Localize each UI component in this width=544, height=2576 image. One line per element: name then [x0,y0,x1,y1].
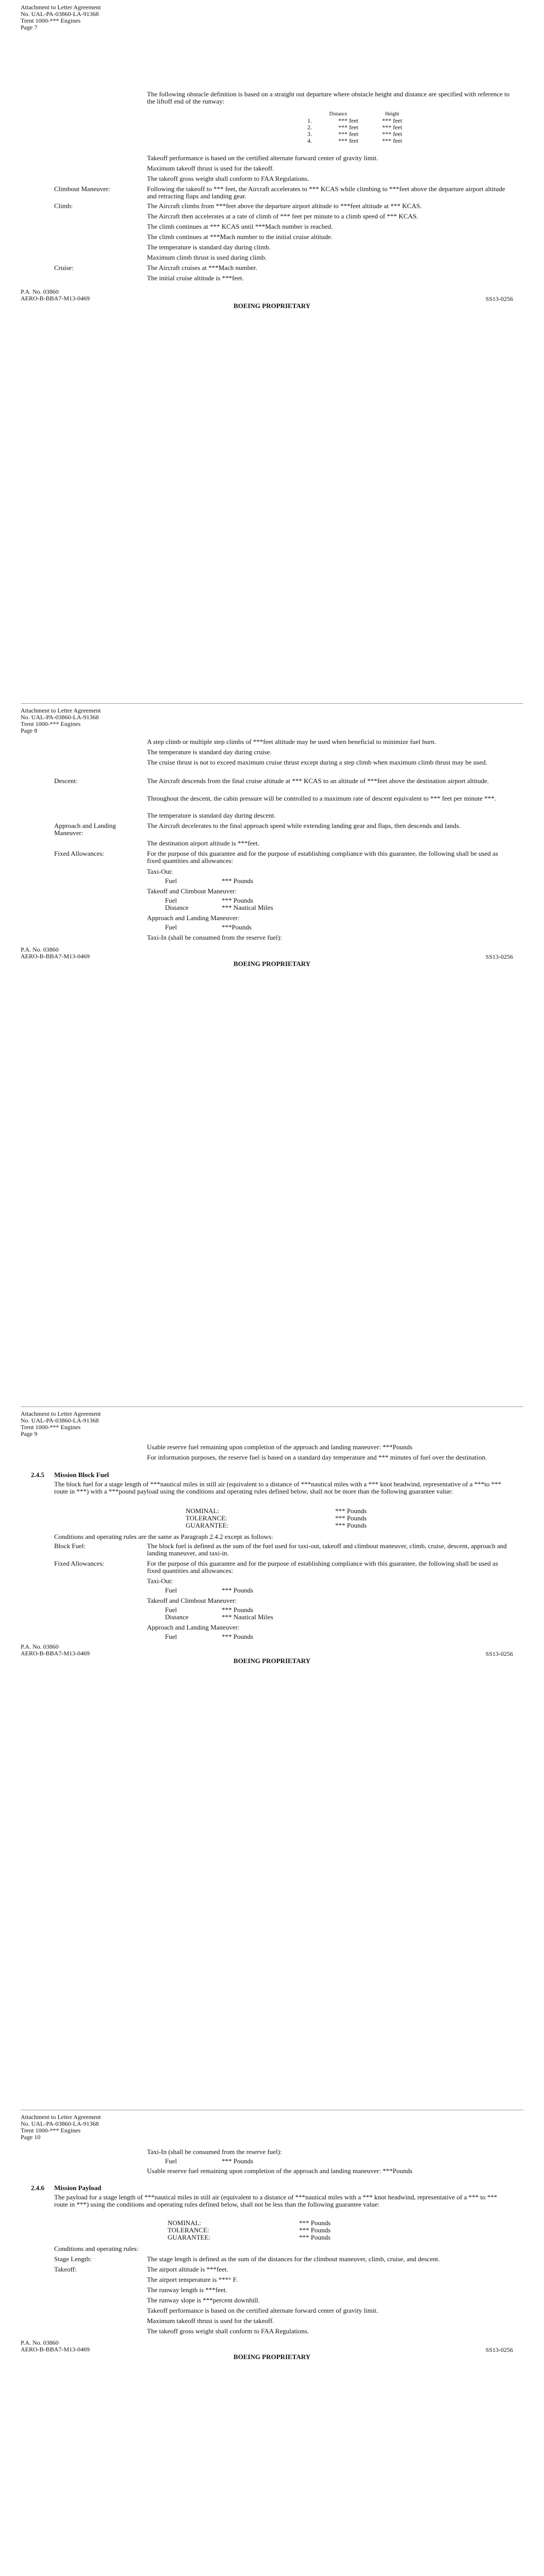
taxi-out-label: Taxi-Out: [147,1577,173,1585]
approach-landing-label: Approach and Landing Maneuver: [147,1623,240,1631]
page-number: Page 9 [21,1430,38,1437]
paragraph: For the purpose of this guarantee and for the purpose of establishing compliance with this guarantee, the following shall be used as fixed quantities and allowances: [147,1560,498,1574]
paragraph: The payload for a stage length of ***nautical miles in still air (equivalent to a distance of ***nautical miles with a *** knot headwind, representative of a *** to *** route in ***) using the conditions and operating rules defined below, shall not be less than the following guarantee value: [54,2193,498,2208]
section-heading: 2.4.5 Mission Block Fuel [31,1471,109,1479]
table-row: 3. *** feet *** feet [307,130,402,138]
obstacle-height-header: Height [385,111,400,117]
page-header: Attachment to Letter Agreement No. UAL-PA-03860-LA-91368 Trent 1000-*** Engines Page 8 [21,707,101,734]
paragraph: Maximum takeoff thrust is used for the takeoff. [147,164,274,172]
label-stage-length: Stage Length: [54,2255,92,2263]
table-row: 1. *** feet *** feet [307,117,402,124]
document-page-7 [0,0,544,703]
paragraph: The block fuel for a stage length of ***nautical miles in still air (equivalent to a distance of ***nautical miles with a *** knot headwind, representative of a ***to *** route in ***) with a ***pound payload using the conditions and operating rules defined below, shall not be more than the following guarantee value: [54,1480,502,1495]
paragraph: The airport temperature is ***° F. [147,2276,238,2283]
taxi-out-label: Taxi-Out: [147,868,173,875]
page-footer: P.A. No. 03860 AERO-B-BBA7-M13-0469 [21,1643,90,1657]
paragraph: The initial cruise altitude is ***feet. [147,274,244,282]
document-page-10: Attachment to Letter Agreement No. UAL-PA-03860-LA-91368 Trent 1000-*** Engines Page 10 Taxi-In (shall be consumed from the reserve fuel): Fuel *** Pounds Usable reserve fuel remaining upon completion of the approach and landing maneuver: ***Pounds 2.4.6 Mission Payload The payload for a stage length of ***nautical miles in still air (equivalent to a distance of ***nautical miles with a *** knot headwind, representative of a *** to *** route in ***) using the conditions and operating rules defined below, shall not be less than the following guarantee value: NOMINAL: *** Pounds TOLERANCE: *** Pounds GUARANTEE: *** Pounds Conditions and operating rules: Stage Length: The stage length is defined as the sum of the distances for the climbout maneuver, climb, cruise, and descent. Takeoff: The airport altitude is ***feet. The airport temperature is ***° F. The runway length is ***feet. The runway slope is ***percent downhill. Takeoff performance is based on the certified alternate forward center of gravity limit. Maximum takeoff thrust is used for the takeoff. The takeoff gross weight shall conform to FAA Regulations. P.A. No. 03860 AERO-B-BBA7-M13-0469 SS13-0256 BOEING PROPRIETARY [0,2110,544,2576]
table-row: 2. *** feet *** feet [307,124,402,131]
page-footer: P.A. No. 03860 AERO-B-BBA7-M13-0469 [21,2339,90,2353]
paragraph: Conditions and operating rules: [54,2245,139,2252]
page-footer: P.A. No. 03860 AERO-B-BBA7-M13-0469 [21,288,90,302]
obstacle-table [304,111,405,144]
taxi-in-label: Taxi-In (shall be consumed from the reserve fuel): [147,934,282,941]
paragraph: Takeoff performance is based on the certified alternate forward center of gravity limit. [147,2307,378,2314]
paragraph: The temperature is standard day during cruise. [147,748,272,756]
paragraph: A step climb or multiple step climbs of ***feet altitude may be used when beneficial to minimize fuel burn. [147,738,436,745]
paragraph: The Aircraft climbs from ***feet above the departure airport altitude to ***feet altitude at *** KCAS. [147,202,422,210]
paragraph: Usable reserve fuel remaining upon completion of the approach and landing maneuver: ***Pounds [147,2167,413,2175]
footer-code: SS13-0256 [485,953,513,960]
page-divider [21,1406,523,1407]
paragraph: Usable reserve fuel remaining upon completion of the approach and landing maneuver: ***Pounds [147,1443,413,1451]
label-cruise: Cruise: [54,264,74,272]
label-fixed-allowances: Fixed Allowances: [54,850,105,857]
paragraph: The takeoff gross weight shall conform to FAA Regulations. [147,2327,309,2335]
label-approach: Approach and Landing Maneuver: [54,822,116,837]
footer-code: SS13-0256 [485,295,513,302]
footer-code: SS13-0256 [485,2346,513,2353]
paragraph: The Aircraft cruises at ***Mach number. [147,264,257,272]
page-header: Attachment to Letter Agreement No. UAL-PA-03860-LA-91368 Trent 1000-*** Engines Page 10 [21,2113,101,2141]
document-page-8: Attachment to Letter Agreement No. UAL-PA-03860-LA-91368 Trent 1000-*** Engines Page 8 A step climb or multiple step climbs of ***feet altitude may be used when beneficial to minimize fuel burn. The temperature is standard day during cruise. The cruise thrust is not to exceed maximum cruise thrust except during a step climb when maximum climb thrust may be used. Descent: The Aircraft descends from the final cruise altitude at *** KCAS to an altitude of ***feet above the destination airport altitude. Throughout the descent, the cabin pressure will be controlled to a maximum rate of descent equivalent to *** feet per minute ***. The temperature is standard day during descent. Approach and Landing Maneuver: The Aircraft decelerates to the final approach speed while extending landing gear and flaps, then descends and lands. The destination airport altitude is ***feet. Fixed Allowances: For the purpose of this guarantee and for the purpose of establishing compliance with this guarantee, the following shall be used as fixed quantities and allowances: Taxi-Out: Fuel *** Pounds Takeoff and Climbout Maneuver: Fuel *** Pounds Distance *** Nautical Miles Approach and Landing Maneuver: Fuel ***Pounds Taxi-In (shall be consumed from the reserve fuel): P.A. No. 03860 AERO-B-BBA7-M13-0469 SS13-0256 BOEING PROPRIETARY [0,703,544,1406]
document-page-9: Attachment to Letter Agreement No. UAL-PA-03860-LA-91368 Trent 1000-*** Engines Page 9 Usable reserve fuel remaining upon completion of the approach and landing maneuver: ***Pounds For information purposes, the reserve fuel is based on a standard day temperature and *** minutes of fuel over the destination. 2.4.5 Mission Block Fuel The block fuel for a stage length of ***nautical miles in still air (equivalent to a distance of ***nautical miles with a *** knot headwind, representative of a ***to *** route in ***) with a ***pound payload using the conditions and operating rules defined below, shall not be more than the following guarantee value: NOMINAL: *** Pounds TOLERANCE: *** Pounds GUARANTEE: *** Pounds Conditions and operating rules are the same as Paragraph 2.4.2 except as follows: Block Fuel: The block fuel is defined as the sum of the fuel used for taxi-out, takeoff and climbout maneuver, climb, cruise, descent, approach and landing maneuver, and taxi-in. Fixed Allowances: For the purpose of this guarantee and for the purpose of establishing compliance with this guarantee, the following shall be used as fixed quantities and allowances: Taxi-Out: Fuel *** Pounds Takeoff and Climbout Maneuver: Fuel *** Pounds Distance *** Nautical Miles Approach and Landing Maneuver: Fuel *** Pounds P.A. No. 03860 AERO-B-BBA7-M13-0469 SS13-0256 BOEING PROPRIETARY [0,1406,544,2110]
proprietary-label: BOEING PROPRIETARY [233,1657,311,1665]
label-climbout: Climbout Maneuver: [54,185,110,193]
label-takeoff: Takeoff: [54,2265,77,2273]
page-header: Attachment to Letter Agreement No. UAL-PA-03860-LA-91368 Trent 1000-*** Engines Page 9 [21,1410,101,1437]
page-footer: P.A. No. 03860 AERO-B-BBA7-M13-0469 [21,946,90,960]
proprietary-label: BOEING PROPRIETARY [233,2353,311,2361]
paragraph: The climb continues at ***Mach number to the initial cruise altitude. [147,233,333,241]
paragraph: For information purposes, the reserve fuel is based on a standard day temperature and *** minutes of fuel over the destination. [147,1453,487,1461]
paragraph: Takeoff performance is based on the certified alternate forward center of gravity limit. [147,154,378,162]
paragraph: Conditions and operating rules are the same as Paragraph 2.4.2 except as follows: [54,1533,273,1540]
taxi-in-label: Taxi-In (shall be consumed from the reserve fuel): [147,2148,282,2156]
paragraph: The temperature is standard day during climb. [147,243,271,251]
paragraph: The Aircraft descends from the final cruise altitude at *** KCAS to an altitude of ***feet above the destination airport altitude. [147,777,489,785]
paragraph: The Aircraft then accelerates at a rate of climb of *** feet per minute to a climb speed of *** KCAS. [147,212,418,220]
paragraph: Throughout the descent, the cabin pressure will be controlled to a maximum rate of descent equivalent to *** feet per minute ***. [147,794,496,802]
label-descent: Descent: [54,777,78,785]
paragraph: The climb continues at *** KCAS until ***Mach number is reached. [147,223,333,230]
page-number: Page 8 [21,727,38,734]
page-number: Page 7 [21,24,38,31]
paragraph: For the purpose of this guarantee and for the purpose of establishing compliance with this guarantee, the following shall be used as fixed quantities and allowances: [147,850,498,865]
paragraph: The airport altitude is ***feet. [147,2265,228,2273]
paragraph: Maximum takeoff thrust is used for the takeoff. [147,2317,274,2325]
paragraph: The block fuel is defined as the sum of the fuel used for taxi-out, takeoff and climbout maneuver, climb, cruise, descent, approach and landing maneuver, and taxi-in. [147,1542,507,1557]
climbout-label: Takeoff and Climbout Maneuver: [147,1597,237,1604]
footer-code: SS13-0256 [485,1650,513,1657]
paragraph: The temperature is standard day during descent. [147,811,276,819]
paragraph: The Aircraft decelerates to the final approach speed while extending landing gear and flaps, then descends and lands. [147,822,461,829]
obstacle-distance-header: Distance [329,111,348,117]
page-number: Page 10 [21,2133,41,2141]
paragraph: The cruise thrust is not to exceed maximum cruise thrust except during a step climb when maximum climb thrust may be used. [147,758,487,766]
obstacle-intro: The following obstacle definition is based on a straight out departure where obstacle height and distance are specified with reference to the liftoff end of the runway: [147,90,510,105]
approach-landing-label: Approach and Landing Maneuver: [147,914,240,922]
label-climb: Climb: [54,202,73,210]
paragraph: Maximum climb thrust is used during climb. [147,253,267,261]
label-fixed-allowances: Fixed Allowances: [54,1560,105,1567]
page-header: Attachment to Letter Agreement No. UAL-PA-03860-LA-91368 Trent 1000-*** Engines Page 7 [21,4,101,31]
section-heading: 2.4.6 Mission Payload [31,2184,102,2192]
label-block-fuel: Block Fuel: [54,1542,86,1550]
paragraph: The stage length is defined as the sum of the distances for the climbout maneuver, climb, cruise, and descent. [147,2255,440,2263]
paragraph: The runway slope is ***percent downhill. [147,2296,260,2304]
proprietary-label: BOEING PROPRIETARY [233,302,311,310]
table-row: 4. *** feet *** feet [307,137,402,144]
paragraph: The runway length is ***feet. [147,2286,227,2294]
page-divider [21,703,523,704]
paragraph: The takeoff gross weight shall conform to FAA Regulations. [147,175,309,182]
climbout-label: Takeoff and Climbout Maneuver: [147,887,237,895]
proprietary-label: BOEING PROPRIETARY [233,960,311,968]
paragraph: The destination airport altitude is ***feet. [147,839,260,847]
paragraph: Following the takeoff to *** feet, the Aircraft accelerates to *** KCAS while climbing to ***feet above the departure airport altitude and retracting flaps and landing gear. [147,185,505,200]
